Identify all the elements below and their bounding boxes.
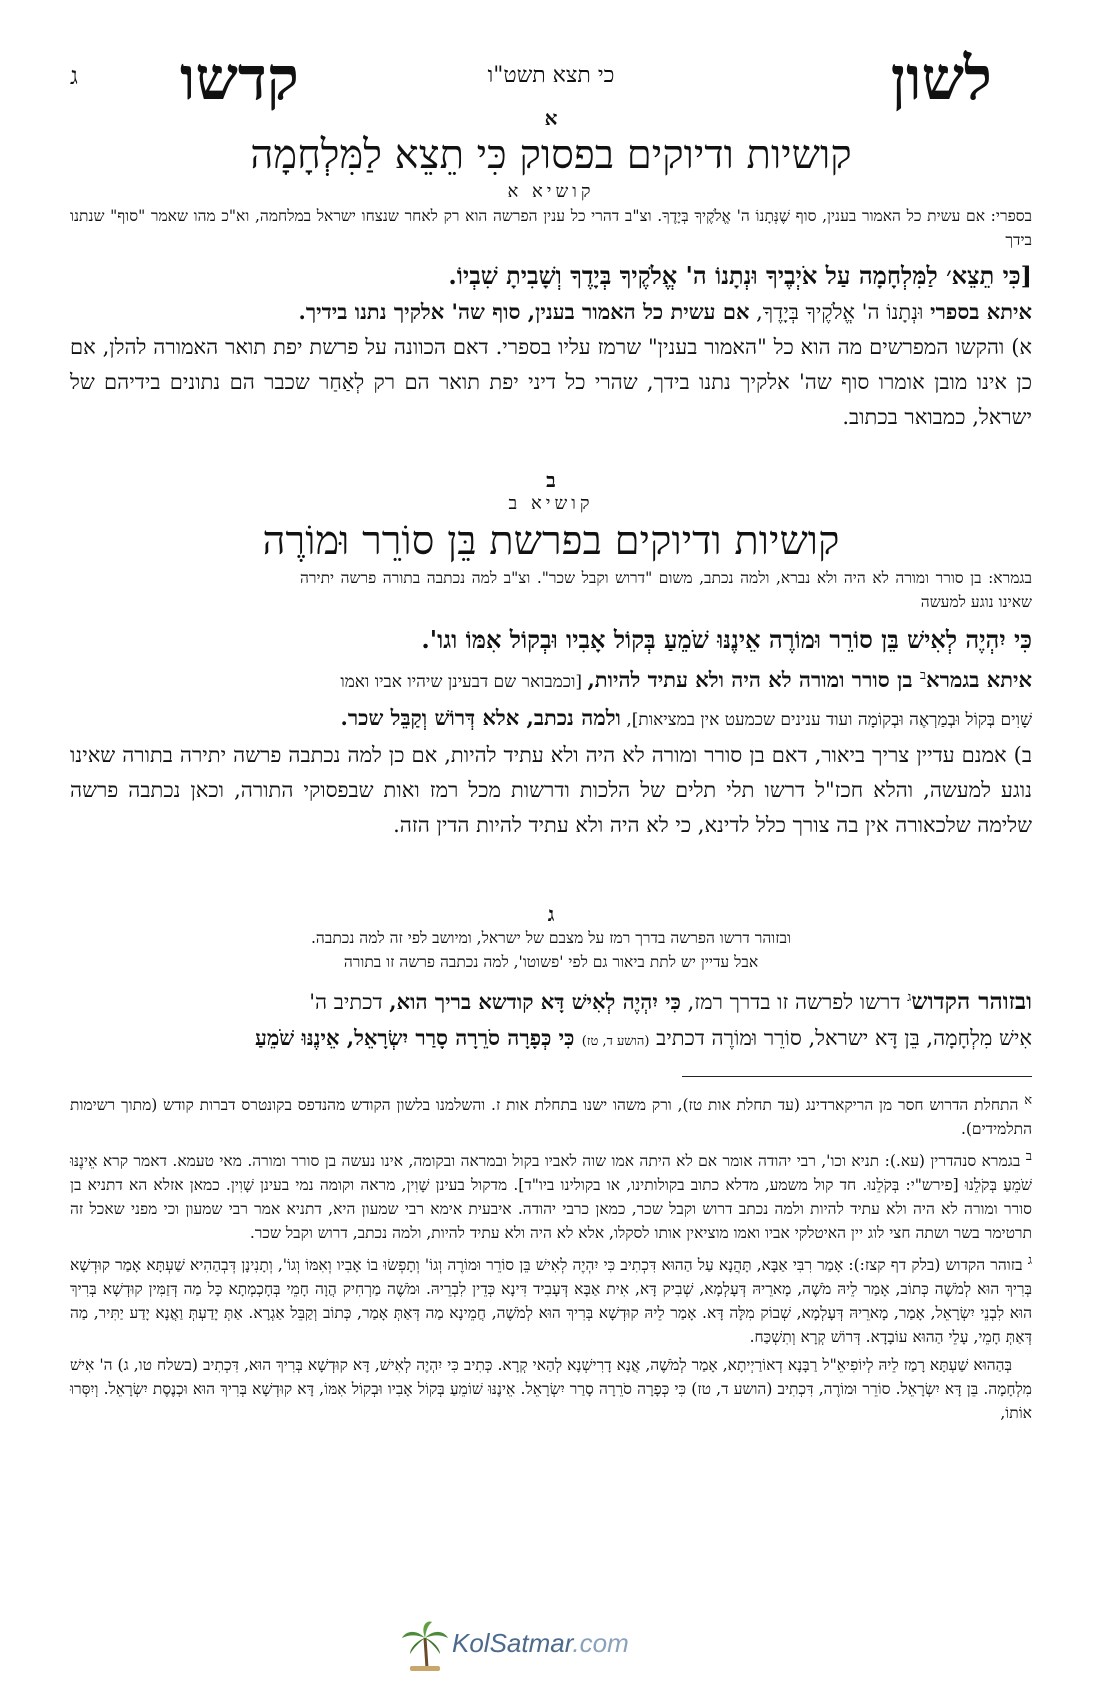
header-title-right: לשון bbox=[890, 44, 992, 114]
bold-text: כִּי כְּפָרָה סֹרֵרָה סָרַר יִשְׂרָאֵל, אֵינֶנּוּ שֹׁמֵעַ bbox=[254, 1025, 582, 1050]
section-intro: ובזוהר דרשו הפרשה בדרך רמז על מצבם של ישראל, ומיושב לפי זה למה נכתבה. bbox=[311, 929, 791, 947]
text: דרשו לפרשה זו בדרך רמז, bbox=[680, 990, 908, 1014]
page-number: ג bbox=[70, 62, 78, 90]
section-intro: בגמרא: בן סורר ומורה לא היה ולא נברא, ולמה נכתב, משום "דרוש וקבל שכר". וצ"ב למה נכתבה בתורה פרשה יתירה שאינו נוגע למעשה bbox=[300, 569, 1032, 611]
section-title: קושיות ודיוקים בפסוק כִּי תֵצֵא לַמִּלְחָמָה bbox=[250, 132, 852, 178]
footnote bbox=[70, 1249, 1032, 1349]
text: אִישׁ מִלְחָמָה, בֵּן דָּא ישראל, סוֹרֵר וּמוֹרֶה דכתיב bbox=[656, 1026, 1032, 1050]
page bbox=[70, 0, 1032, 1700]
section-sublabel: קושיא א bbox=[507, 181, 595, 202]
bold-text: איתא בגמרא bbox=[926, 667, 1032, 692]
header-parsha: כי תצא תשט"ו bbox=[487, 63, 615, 88]
footnote bbox=[70, 1145, 1032, 1245]
kolsatmar-logo bbox=[400, 1618, 640, 1674]
body-line bbox=[70, 658, 1032, 700]
footnote-ref[interactable]: ב bbox=[919, 668, 927, 683]
section-intro: בספרי: אם עשית כל האמור בענין, סוף שֶׁנְּתָנוֹ ה' אֱלֹקֶיךָ בְּיָדֶךָ. וצ"ב דהרי כל ענין הפרשה הוא רק לאחר שנצחו ישראל במלחמה, וא"כ מהו שאמר "סוף" שנתנו בידך bbox=[70, 207, 1032, 249]
section-letter: ג bbox=[547, 902, 555, 926]
section-sublabel: קושיא ב bbox=[508, 493, 594, 514]
body-line bbox=[70, 294, 1032, 330]
footnote-mark: ג bbox=[1027, 1253, 1032, 1269]
palm-tree-icon bbox=[400, 1618, 450, 1674]
bold-text: איתא בספרי bbox=[930, 299, 1032, 324]
footnote bbox=[70, 1089, 1032, 1141]
section-letter: א bbox=[544, 106, 558, 130]
footnote-separator bbox=[682, 1076, 1032, 1077]
paragraph: ב) אמנם עדיין צריך ביאור, דאם בן סורר ומורה לא היה ולא עתיד להיות, אם כן למה נכתבה פרשה יתירה בתורה שאינו נוגע למעשה, והלא חכז"ל דרשו תלי תלים של הלכות ודרשות מכל רמז ואות שבפסוקי התורה, וכאן נכתבה פרשה שלימה שלכאורה אין בה צורך כלל לדינא, כי לא היה ולא עתיד להיות הדין הזה. bbox=[70, 743, 1032, 837]
section-b bbox=[70, 468, 1032, 843]
logo-name: KolSatmar bbox=[452, 1628, 573, 1658]
footnote-mark: א bbox=[1024, 1093, 1032, 1108]
header-title-left: קדשו bbox=[180, 44, 299, 114]
bold-text: ולמה נכתב, אלא דְּרוֹשׁ וְקַבֵּל שכר. bbox=[340, 705, 621, 730]
footnote-ref[interactable]: ג bbox=[907, 990, 912, 1005]
logo-text bbox=[452, 1628, 629, 1659]
bold-text: אם עשית כל האמור בענין, סוף שה' אלקיך נתנו בידיך. bbox=[298, 299, 750, 324]
footnote-text: בגמרא סנהדרין (עא.): תניא וכו', רבי יהודה אומר אם לא היתה אמו שוה לאביו בקול ובמראה ובקומה, אינו נעשה בן סורר ומורה. מאי טעמא. דאמר קרא אֵינֶנּוּ שֹׁמֵעַ בְּקֹלֵנוּ [פירש"י: בְּקֹלֵנוּ. חד קול משמע, מדלא כתוב בקולותינו, או בקולינו ביו"ד]. מדקול בעינן שָׁוִין, מראה וקומה נמי בעינן שָׁוִין. כמאן אזלא הא דתניא בן סורר ומורה לא היה ולא עתיד להיות ולמה נכתב דרוש וקבל שכר, כמאן כרבי יהודה. איבעית אימא רבי שמעון היא, דתניא אמר רבי שמעון וכי מפני שאכל זה תרטימר בשר ושתה חצי לוג יין האיטלקי אביו ואמו מוציאין אותו לסקלו, אלא לא היה ולא עתיד להיות, ולמה נכתב, דרוש וקבל שכר. bbox=[70, 1152, 1032, 1243]
footnote-text: התחלת הדרוש חסר מן הריקארדינג (עד תחלת אות טז), ורק משהו ישנו בתחלת אות ז. והשלמנו בלשון הקודש מהנדפס בקונטרס דברות קודש (מתוך רשימות התלמידים). bbox=[70, 1096, 1032, 1139]
body-line bbox=[70, 1020, 1032, 1059]
section-g bbox=[70, 902, 1032, 1059]
footnote bbox=[70, 1353, 1032, 1425]
text: וּנְתָנוֹ ה' אֱלֹקֶיךָ בְּיָדֶךָ, bbox=[749, 300, 931, 324]
section-a bbox=[70, 106, 1032, 435]
text: דכתיב ה' bbox=[309, 990, 390, 1014]
logo-domain: .com bbox=[572, 1628, 629, 1658]
bold-text: כִּי יִהְיֶה לְאִישׁ דָּא קודשא בריך הוא, bbox=[389, 989, 681, 1014]
paragraph: א) והקשו המפרשים מה הוא כל "האמור בענין" שרמז עליו בספרי. דאם הכוונה על פרשת יפת תואר האמורה להלן, אם כן אינו מובן אומרו סוף שה' אלקיך נתנו בידך, שהרי כל דיני יפת תואר הם רק לְאַחַר שכבר הם נתונים בידיהם של ישראל, כמבואר בכתוב. bbox=[70, 335, 1032, 429]
text: [וכמבואר שם דבעינן שיהיו אביו ואמו bbox=[340, 672, 588, 692]
footnote-text: בזוהר הקדוש (בלק דף קצז:): אָמַר רִבִּי אַבָּא, תָּהֲנָא עַל הַהוּא דִּכְתִיב כִּי יִהְיֶה לְאִישׁ בֵּן סוֹרֵר וּמוֹרֶה וְגוֹ' וְתָפְשׂוּ בוֹ אָבִיו וְאִמּוֹ וְגוֹ', וְתָנִינָן דְּבְהַהִיא שַׁעְתָּא אָמַר קוּדְשָׁא בְּרִיךְ הוּא לְמֹשֶׁה כְּתוֹב, אָמַר לֵיהּ מֹשֶׁה, מָארֵיהּ דְּעָלְמָא, שְׁבִיק דָּא, אִית אַבָּא דְּעָבִיד דִּינָא כְּדֵין לִבְרֵיהּ. וּמֹשֶׁה מַרְחִיק הֲוָה חָמֵי בְּחָכְמְתָא כָּל מַה דְּזַמִּין קוּדְשָׁא בְּרִיךְ הוּא לִבְנֵי יִשְׂרָאֵל, אָמַר, מָארֵיהּ דְּעָלְמָא, שְׁבוֹק מִלָּה דָּא. אָמַר לֵיהּ קוּדְשָׁא בְּרִיךְ הוּא לְמֹשֶׁה, חֲמֵינָא מַה דְּאַתְּ אָמַר, כְּתוֹב וְקַבֵּל אַגְרָא. אַתְּ יָדַעְתְּ וַאֲנָא יָדַע יַתִּיר, מַה דְּאַתְּ חָמֵי, עָלֵי הַהוּא עוֹבָדָא. דְּרוֹשׁ קְרָא וְתִשְׁכַּח. bbox=[70, 1256, 1032, 1347]
section-title: קושיות ודיוקים בפרשת בֵּן סוֹרֵר וּמוֹרֶה bbox=[262, 518, 840, 564]
verse: [כִּי תֵצֵא׳ לַמִּלְחָמָה עַל אֹיְבֶיךָ וּנְתָנוֹ ה' אֱלֹקֶיךָ בְּיָדֶךָ וְשָׁבִיתָ שִׁבְיוֹ. bbox=[448, 261, 1032, 290]
section-letter: ב bbox=[546, 468, 556, 492]
footnote-text: בְּהַהוּא שַׁעְתָּא רָמַז לֵיהּ לְיוֹפִיאֵ"ל רַבָּנָא דְאוֹרַיְיתָא, אָמַר לְמֹשֶׁה, אֲנָא דָרִישְׁנָא לְהַאי קְרָא. כְּתִיב כִּי יִהְיֶה לְאִישׁ, דָּא קוּדְשָׁא בְּרִיךְ הוּא, דִּכְתִיב (בשלח טו, ג) ה' אִישׁ מִלְחָמָה. בֵּן דָּא יִשְׂרָאֵל. סוֹרֵר וּמוֹרֶה, דִּכְתִיב (הושע ד, טז) כִּי כְּפָרָה סֹרֵרָה סָרַר יִשְׂרָאֵל. אֵינֶנּוּ שׁוֹמֵעַ בְּקוֹל אָבִיו וּבְקוֹל אִמּוֹ, דָּא קוּדְשָׁא בְּרִיךְ הוּא וּכְנֶסֶת יִשְׂרָאֵל. וְיִסְּרוּ אוֹתוֹ, bbox=[70, 1356, 1032, 1423]
verse: כִּי יִהְיֶה לְאִישׁ בֵּן סוֹרֵר וּמוֹרֶה אֵינֶנּוּ שֹׁמֵעַ בְּקוֹל אָבִיו וּבְקוֹל אִמּוֹ וגו'. bbox=[421, 625, 1032, 654]
citation: (הושע ד, טז) bbox=[581, 1034, 650, 1049]
body-line bbox=[70, 980, 1032, 1020]
bold-text: ובזוהר הקדוש bbox=[911, 988, 1032, 1015]
body-line bbox=[70, 700, 1032, 738]
footnote-mark: ב bbox=[1025, 1149, 1032, 1165]
footnotes bbox=[70, 1064, 1032, 1425]
page-header bbox=[70, 44, 1032, 114]
bold-text: בן סורר ומורה לא היה ולא עתיד להיות, bbox=[587, 667, 920, 692]
section-intro: אבל עדיין יש לתת ביאור גם לפי 'פשוטו', למה נכתבה פרשה זו בתורה bbox=[343, 953, 759, 971]
text: שָׁוִים בְּקוֹל וּבְמַרְאֶה וּבְקוֹמָה ועוד ענינים שכמעט אין במציאות], bbox=[620, 710, 1032, 730]
